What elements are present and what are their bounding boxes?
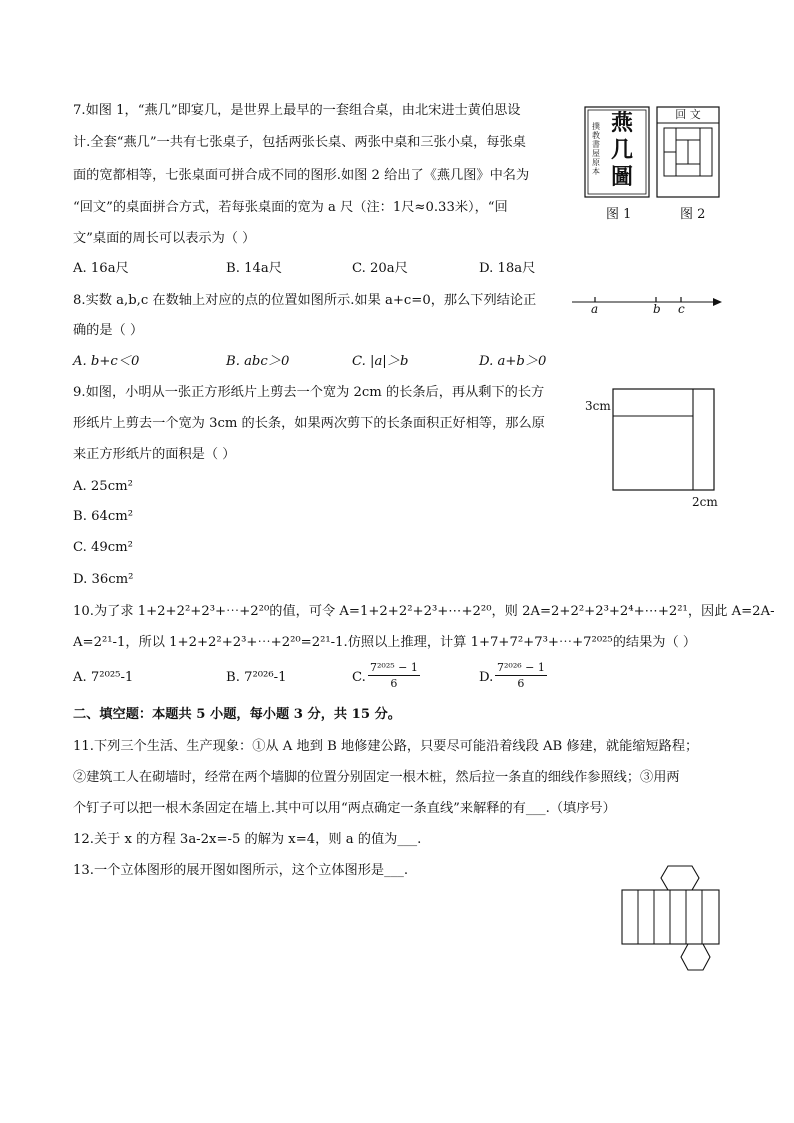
q7-option-d: D. 18a尺 bbox=[479, 261, 536, 276]
q9-option-b: B. 64cm² bbox=[73, 509, 134, 524]
q7-fig1-label: 图 1 bbox=[606, 207, 632, 222]
q11-line-3: 个钉子可以把一根木条固定在墙上.其中可以用“两点确定一条直线”来解释的有___.（填序号） bbox=[73, 801, 616, 816]
q9-label-3cm: 3cm bbox=[585, 399, 611, 413]
q7-line-3: 面的宽都相等，七张桌面可拼合成不同的图形.如图 2 给出了《燕几图》中名为 bbox=[73, 168, 530, 183]
section-2-heading: 二、填空题：本题共 5 小题，每小题 3 分，共 15 分。 bbox=[73, 707, 401, 722]
q10-option-b: B. 7²⁰²⁶-1 bbox=[226, 670, 287, 685]
q7-fig2-label: 图 2 bbox=[680, 207, 706, 222]
q7-option-c: C. 20a尺 bbox=[352, 261, 408, 276]
q8-option-c: C. |a|＞b bbox=[352, 354, 409, 369]
q7-line-4: “回文”的桌面拼合方式，若每张桌面的宽为 a 尺（注：1尺≈0.33米），“回 bbox=[73, 200, 508, 215]
q7-line-1: 7.如图 1，“燕几”即宴几，是世界上最早的一套组合桌，由北宋进士黄伯思设 bbox=[73, 103, 521, 118]
q9-line-2: 形纸片上剪去一个宽为 3cm 的长条，如果两次剪下的长条面积正好相等，那么原 bbox=[73, 416, 545, 431]
q10-option-c-fraction bbox=[368, 660, 420, 691]
q7-fig1-side-text: 撲教書屋原本 bbox=[592, 122, 600, 176]
q10-option-d-numerator: 7²⁰²⁶ − 1 bbox=[497, 661, 545, 674]
q9-option-c: C. 49cm² bbox=[73, 540, 133, 555]
q10-option-c-numerator: 7²⁰²⁵ − 1 bbox=[370, 661, 418, 674]
q8-axis-label-b: b bbox=[653, 302, 661, 316]
q9-square-figure bbox=[612, 388, 716, 494]
q10-line-2: A=2²¹-1，所以 1+2+2²+2³+⋯+2²⁰=2²¹-1.仿照以上推理，计算 1+7+7²+7³+⋯+7²⁰²⁵的结果为（ ） bbox=[73, 635, 697, 650]
q8-line-1: 8.实数 a,b,c 在数轴上对应的点的位置如图所示.如果 a+c=0，那么下列结论正 bbox=[73, 293, 537, 308]
q10-option-a: A. 7²⁰²⁵-1 bbox=[73, 670, 134, 685]
q8-axis-label-a: a bbox=[591, 302, 599, 316]
q8-option-d: D. a+b＞0 bbox=[479, 354, 547, 369]
q9-line-3: 来正方形纸片的面积是（ ） bbox=[73, 447, 236, 462]
q8-option-a: A. b+c＜0 bbox=[73, 354, 140, 369]
q13-prism-net bbox=[619, 864, 723, 972]
q8-axis-label-c: c bbox=[678, 302, 685, 316]
q11-line-2: ②建筑工人在砌墙时，经常在两个墙脚的位置分别固定一根木桩，然后拉一条直的细线作参照线；③用两 bbox=[73, 770, 680, 785]
q10-option-d-prefix: D. bbox=[479, 670, 494, 685]
q10-line-1: 10.为了求 1+2+2²+2³+⋯+2²⁰的值，可令 A=1+2+2²+2³+⋯+2²⁰，则 2A=2+2²+2³+2⁴+⋯+2²¹，因此 A=2A- bbox=[73, 604, 775, 619]
q8-option-b: B. abc＞0 bbox=[226, 354, 290, 369]
q7-option-a: A. 16a尺 bbox=[73, 261, 129, 276]
q10-option-c-denominator: 6 bbox=[390, 677, 398, 690]
q7-fig1-title: 燕几圖 bbox=[611, 110, 634, 190]
q10-option-d-fraction bbox=[495, 660, 547, 691]
q9-option-d: D. 36cm² bbox=[73, 572, 134, 587]
q10-option-c-prefix: C. bbox=[352, 670, 366, 685]
q9-option-a: A. 25cm² bbox=[73, 479, 133, 494]
q10-option-d-denominator: 6 bbox=[517, 677, 525, 690]
q9-label-2cm: 2cm bbox=[692, 495, 718, 509]
q12-line: 12.关于 x 的方程 3a-2x=-5 的解为 x=4，则 a 的值为___. bbox=[73, 832, 422, 847]
q13-line: 13.一个立体图形的展开图如图所示，这个立体图形是___. bbox=[73, 863, 409, 878]
q11-line-1: 11.下列三个生活、生产现象：①从 A 地到 B 地修建公路，只要尽可能沿着线段 AB 修建，就能缩短路程； bbox=[73, 739, 699, 754]
q7-fig2-title: 回 文 bbox=[675, 108, 701, 121]
q7-option-b: B. 14a尺 bbox=[226, 261, 282, 276]
q7-line-2: 计.全套“燕几”一共有七张桌子，包括两张长桌、两张中桌和三张小桌，每张桌 bbox=[73, 135, 526, 150]
q9-line-1: 9.如图，小明从一张正方形纸片上剪去一个宽为 2cm 的长条后，再从剩下的长方 bbox=[73, 385, 545, 400]
q8-line-2: 确的是（ ） bbox=[73, 323, 144, 338]
q7-line-5: 文”桌面的周长可以表示为（ ） bbox=[73, 231, 256, 246]
